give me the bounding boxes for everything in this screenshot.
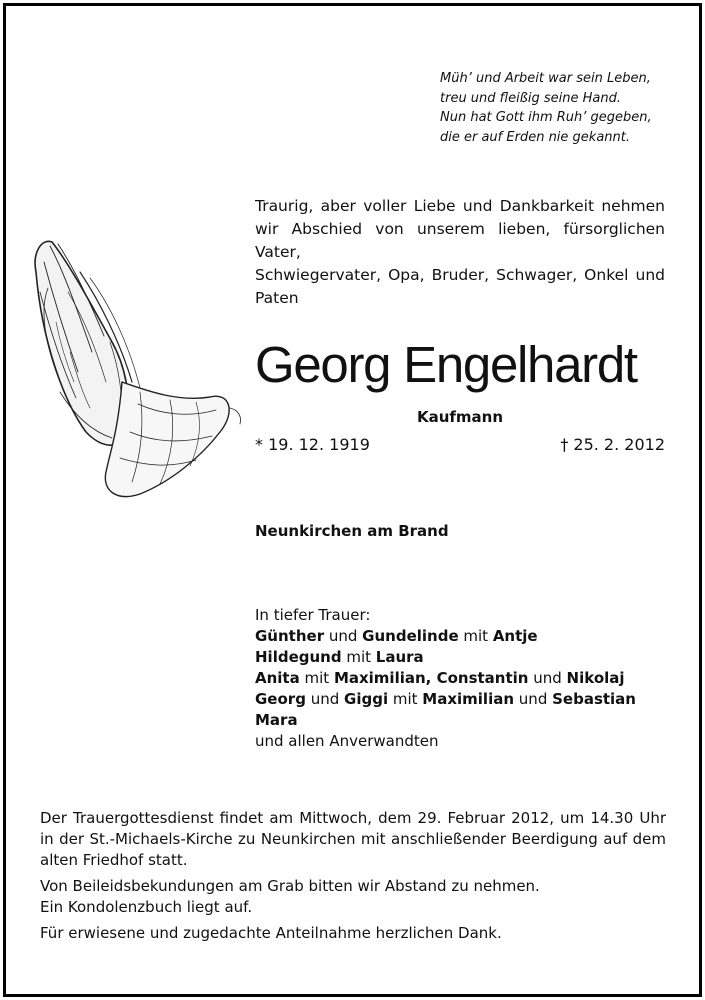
mourner-name: Georg <box>255 690 306 708</box>
mourner-name: Gundelinde <box>362 627 459 645</box>
connector: und <box>324 627 363 645</box>
deceased-profession: Kaufmann <box>416 408 504 426</box>
mourners-closing: und allen Anverwandten <box>255 732 439 750</box>
mourner-name: Hildegund <box>255 648 342 666</box>
intro-line: Traurig, aber voller Liebe und Dankbarkeit nehmen <box>255 197 665 215</box>
connector: mit <box>388 690 423 708</box>
mourner-name: Giggi <box>344 690 389 708</box>
poem-line: Nun hat Gott ihm Ruh’ gegeben, <box>440 110 652 125</box>
service-line: Von Beileidsbekundungen am Grab bitten wir Abstand zu nehmen. <box>40 877 540 895</box>
connector: und <box>514 690 553 708</box>
mourners-line <box>255 647 675 668</box>
service-line: Ein Kondolenzbuch liegt auf. <box>40 898 253 916</box>
mourner-name: Nikolaj <box>566 669 625 687</box>
intro-text <box>255 195 665 310</box>
mourner-name: Maximilian, Constantin <box>333 669 529 687</box>
mourners-heading: In tiefer Trauer: <box>255 606 371 624</box>
mourner-name: Laura <box>375 648 424 666</box>
service-line: alten Friedhof statt. <box>40 851 188 869</box>
poem-line: Müh’ und Arbeit war sein Leben, <box>440 71 651 86</box>
mourners-line <box>255 710 675 731</box>
connector: und <box>528 669 567 687</box>
mourner-name: Anita <box>255 669 300 687</box>
praying-hands-icon <box>20 232 242 504</box>
service-info <box>40 808 666 944</box>
death-date: † 25. 2. 2012 <box>560 435 665 454</box>
mourners-block <box>255 605 675 752</box>
deceased-name: Georg Engelhardt <box>255 336 637 393</box>
mourners-line <box>255 689 675 710</box>
mourner-name: Maximilian <box>422 690 515 708</box>
mourner-name: Sebastian <box>552 690 636 708</box>
connector: mit <box>299 669 334 687</box>
mourners-line <box>255 626 675 647</box>
mourner-name: Günther <box>255 627 325 645</box>
poem <box>440 69 680 147</box>
intro-line: wir Abschied von unserem lieben, fürsorglichen Vater, <box>255 220 665 261</box>
intro-line: Schwiegervater, Opa, Bruder, Schwager, Onkel und <box>255 266 665 284</box>
poem-line: die er auf Erden nie gekannt. <box>440 129 630 145</box>
mourner-name: Antje <box>492 627 538 645</box>
connector: mit <box>341 648 376 666</box>
service-line: in der St.-Michaels-Kirche zu Neunkirchen mit anschließender Beerdigung auf dem <box>40 830 666 848</box>
connector: mit <box>458 627 493 645</box>
intro-line: Paten <box>255 289 299 307</box>
thanks-line: Für erwiesene und zugedachte Anteilnahme herzlichen Dank. <box>40 924 502 942</box>
connector: und <box>305 690 345 708</box>
birth-date: * 19. 12. 1919 <box>255 435 370 454</box>
mourners-line <box>255 668 675 689</box>
mourner-name: Mara <box>255 711 298 729</box>
place: Neunkirchen am Brand <box>255 522 449 540</box>
poem-line: treu und fleißig seine Hand. <box>440 90 621 106</box>
service-line: Der Trauergottesdienst findet am Mittwoch, dem 29. Februar 2012, um 14.30 Uhr <box>40 809 666 827</box>
